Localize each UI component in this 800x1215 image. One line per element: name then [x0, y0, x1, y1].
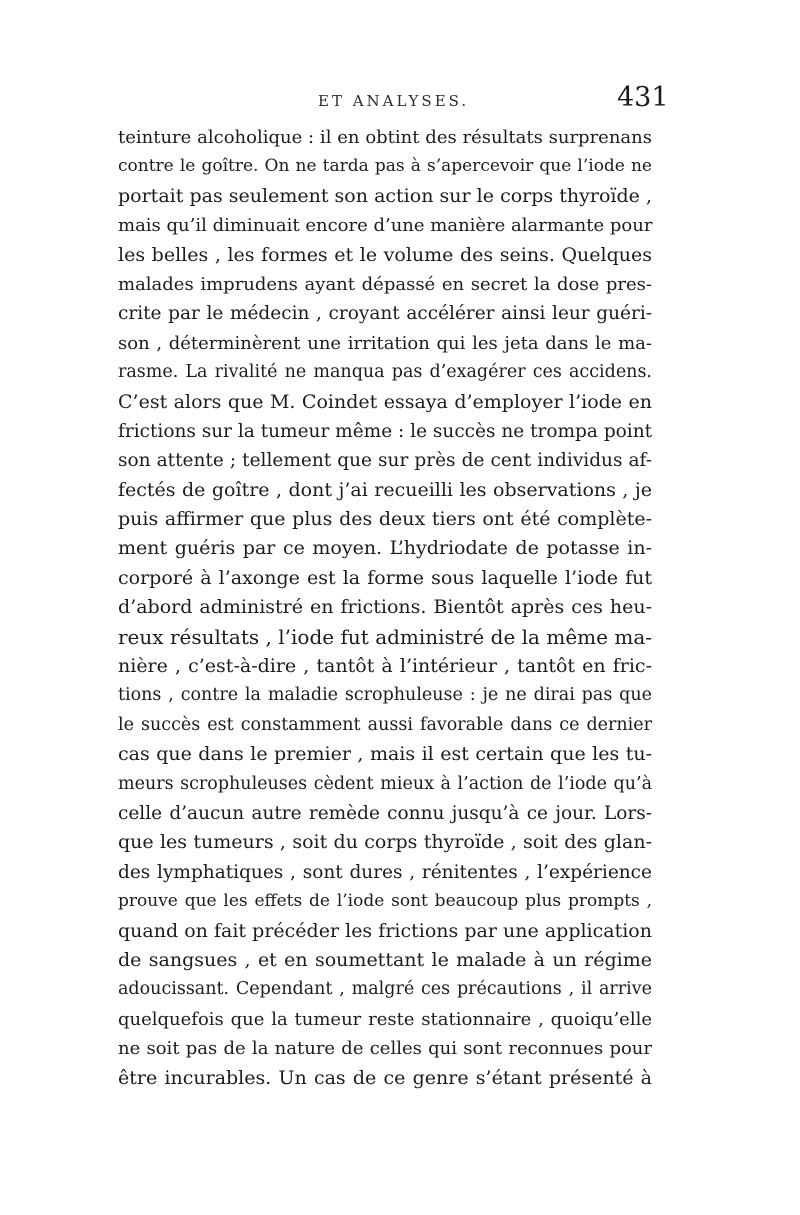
text-line: nière , c’est-à-dire , tantôt à l’intérieur , tantôt en fric- — [118, 655, 652, 678]
text-line: crite par le médecin , croyant accélérer ainsi leur guéri- — [118, 303, 652, 325]
text-line: mais qu’il diminuait encore d’une manière alarmante pour — [118, 215, 653, 237]
text-line: C’est alors que M. Coindet essaya d’employer l’iode en — [118, 390, 652, 413]
text-line: prouve que les effets de l’iode sont beaucoup plus prompts , — [118, 891, 652, 912]
page-number: 431 — [617, 82, 669, 113]
text-line: contre le goître. On ne tarda pas à s’apercevoir que l’iode ne — [118, 156, 652, 177]
text-line: malades imprudens ayant dépassé en secret la dose pres- — [118, 273, 652, 295]
text-line: d’abord administré en frictions. Bientôt après ces heu- — [118, 596, 652, 619]
text-line: son attente ; tellement que sur près de cent individus af- — [118, 450, 652, 472]
text-line: celle d’aucun autre remède connu jusqu’à ce jour. Lors- — [118, 802, 652, 824]
text-line: reux résultats , l’iode fut administré de la même ma- — [118, 624, 652, 649]
text-line: les belles , les formes et le volume des seins. Quelques — [118, 243, 652, 266]
text-line: quelquefois que la tumeur reste stationnaire , quoiqu’elle — [118, 1008, 652, 1030]
text-line: cas que dans le premier , mais il est certain que les tu- — [118, 743, 652, 766]
text-line: teinture alcoholique : il en obtint des résultats surprenans — [118, 127, 652, 148]
body-text — [118, 123, 652, 1093]
text-line: frictions sur la tumeur même : le succès ne trompa point — [118, 420, 653, 442]
text-line: de sangsues , et en soumettant le malade à un régime — [118, 948, 652, 971]
text-line: fectés de goître , dont j’ai recueilli les observations , je — [118, 478, 652, 501]
text-line: son , déterminèrent une irritation qui les jeta dans le ma- — [118, 332, 652, 354]
text-line: adoucissant. Cependant , malgré ces précautions , il arrive — [118, 979, 652, 1000]
text-line: meurs scrophuleuses cèdent mieux à l’action de l’iode qu’à — [118, 773, 652, 794]
text-line: ment guéris par ce moyen. L’hydriodate de potasse in- — [118, 537, 652, 560]
text-line: que les tumeurs , soit du corps thyroïde , soit des glan- — [118, 831, 652, 854]
text-line: corporé à l’axonge est la forme sous laquelle l’iode fut — [118, 566, 652, 589]
text-line: tions , contre la maladie scrophuleuse : je ne dirai pas que — [118, 685, 652, 706]
text-line: être incurables. Un cas de ce genre s’étant présenté à — [118, 1066, 652, 1089]
text-line: quand on fait précéder les frictions par une application — [118, 919, 652, 942]
text-line: le succès est constamment aussi favorable dans ce dernier — [118, 714, 652, 735]
running-head: ET ANALYSES. — [318, 92, 470, 110]
text-line: puis affirmer que plus des deux tiers ont été complète- — [118, 508, 652, 531]
text-line: rasme. La rivalité ne manqua pas d’exagérer ces accidens. — [118, 362, 652, 383]
text-line: ne soit pas de la nature de celles qui sont reconnues pour — [118, 1038, 652, 1060]
text-line: des lymphatiques , sont dures , rénitentes , l’expérience — [118, 861, 652, 883]
text-line: portait pas seulement son action sur le corps thyroïde , — [118, 184, 652, 207]
